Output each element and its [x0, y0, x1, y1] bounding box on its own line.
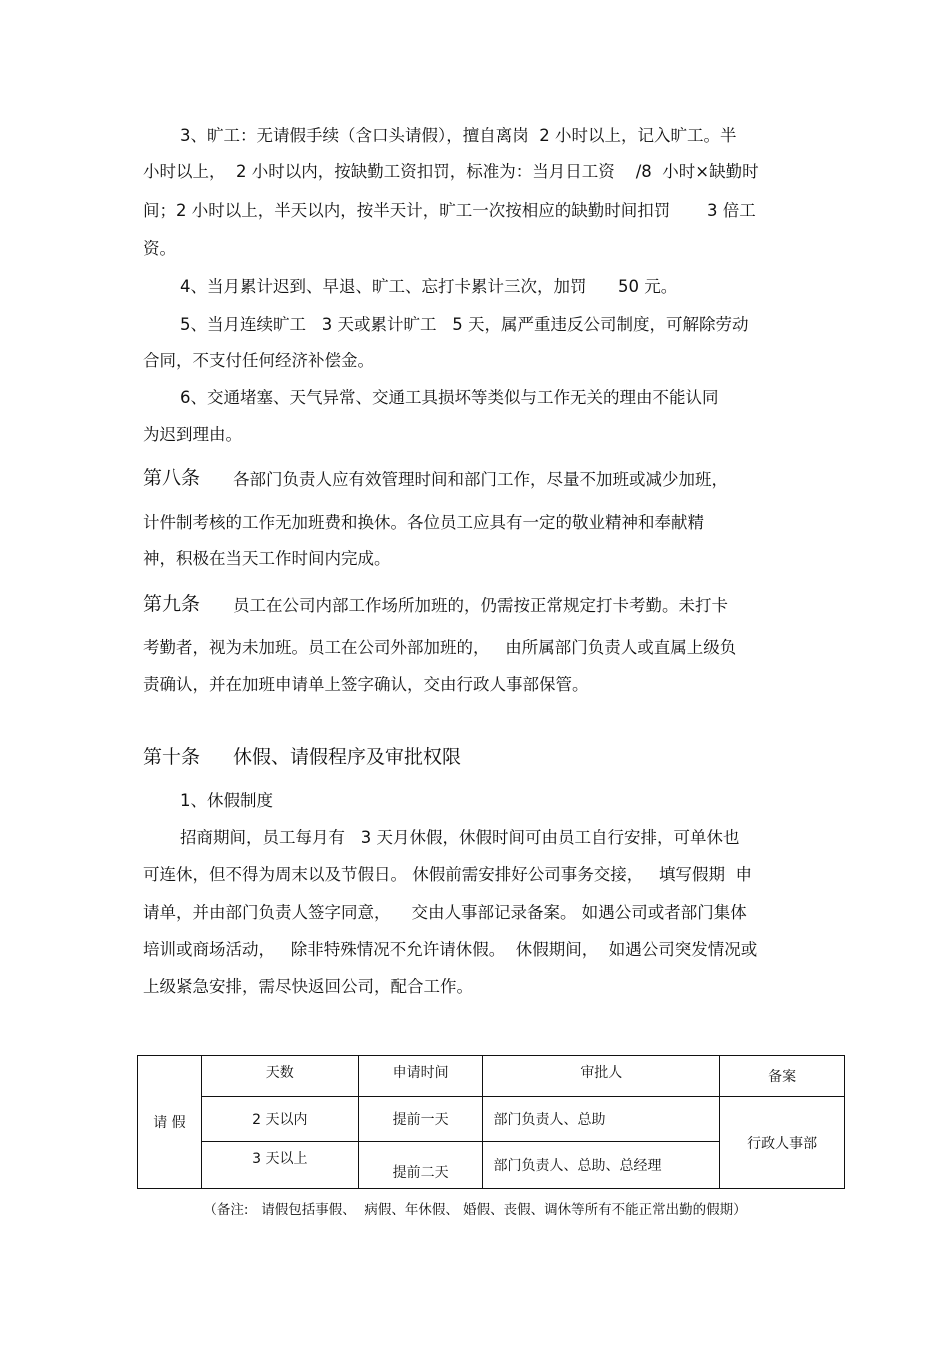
- header-approver: 审批人: [483, 1056, 720, 1097]
- leave-row-label: 请 假: [138, 1056, 202, 1189]
- leave-paragraph-line: 可连休，但不得为周末以及节假日。 休假前需安排好公司事务交接， 填写假期 申: [143, 865, 752, 884]
- cell-apply-time: 提前一天: [358, 1097, 483, 1142]
- table-footnote: （备注: 请假包括事假、 病假、年休假、 婚假、丧假、调休等所有不能正常出勤的假期）: [203, 1202, 747, 1218]
- header-record: 备案: [720, 1056, 845, 1097]
- table-header-row: [138, 1056, 845, 1097]
- leave-paragraph-line: 招商期间，员工每月有 3 天月休假，休假时间可由员工自行安排，可单休也: [180, 828, 740, 847]
- article-10-heading: 第十条: [143, 746, 201, 768]
- article-8-text: 计件制考核的工作无加班费和换休。各位员工应具有一定的敬业精神和奉献精: [143, 513, 704, 532]
- paragraph-line: 间；2 小时以上，半天以内，按半天计，旷工一次按相应的缺勤时间扣罚 3 倍工: [143, 201, 756, 220]
- paragraph-line: 为迟到理由。: [143, 425, 242, 444]
- cell-days: 3 天以上: [201, 1142, 358, 1189]
- article-8-text: 神，积极在当天工作时间内完成。: [143, 549, 391, 568]
- article-8-heading: 第八条: [143, 467, 201, 489]
- article-8-text: 各部门负责人应有效管理时间和部门工作，尽量不加班或减少加班，: [233, 470, 728, 489]
- paragraph-line: 4、当月累计迟到、早退、旷工、忘打卡累计三次，加罚 50 元。: [180, 277, 678, 296]
- paragraph-line: 资。: [143, 239, 176, 258]
- article-9-text: 考勤者，视为未加班。员工在公司外部加班的， 由所属部门负责人或直属上级负: [143, 638, 737, 657]
- paragraph-line: 3、旷工：无请假手续（含口头请假），擅自离岗 2 小时以上，记入旷工。半: [180, 126, 737, 145]
- paragraph-line: 6、交通堵塞、天气异常、交通工具损坏等类似与工作无关的理由不能认同: [180, 388, 719, 407]
- header-days: 天数: [201, 1056, 358, 1097]
- cell-apply-time: 提前二天: [358, 1142, 483, 1189]
- cell-record: 行政人事部: [720, 1097, 845, 1189]
- leave-system-subheading: 1、休假制度: [180, 791, 273, 810]
- leave-paragraph-line: 上级紧急安排，需尽快返回公司，配合工作。: [143, 977, 473, 996]
- leave-paragraph-line: 请单，并由部门负责人签字同意， 交由人事部记录备案。 如遇公司或者部门集体: [143, 903, 747, 922]
- leave-approval-table: [137, 1055, 845, 1189]
- paragraph-line: 合同，不支付任何经济补偿金。: [143, 351, 374, 370]
- cell-days: 2 天以内: [201, 1097, 358, 1142]
- article-10-title: 休假、请假程序及审批权限: [233, 746, 462, 768]
- article-9-heading: 第九条: [143, 593, 201, 615]
- cell-approver: 部门负责人、总助: [483, 1097, 720, 1142]
- paragraph-line: 小时以上， 2 小时以内，按缺勤工资扣罚，标准为：当月日工资 /8 小时×缺勤时: [143, 162, 759, 181]
- header-apply-time: 申请时间: [358, 1056, 483, 1097]
- table-row: [138, 1097, 845, 1142]
- article-9-text: 责确认，并在加班申请单上签字确认，交由行政人事部保管。: [143, 675, 589, 694]
- article-9-text: 员工在公司内部工作场所加班的，仍需按正常规定打卡考勤。未打卡: [233, 596, 728, 615]
- leave-paragraph-line: 培训或商场活动， 除非特殊情况不允许请休假。 休假期间， 如遇公司突发情况或: [143, 940, 758, 959]
- paragraph-line: 5、当月连续旷工 3 天或累计旷工 5 天，属严重违反公司制度，可解除劳动: [180, 315, 749, 334]
- cell-approver: 部门负责人、总助、总经理: [483, 1142, 720, 1189]
